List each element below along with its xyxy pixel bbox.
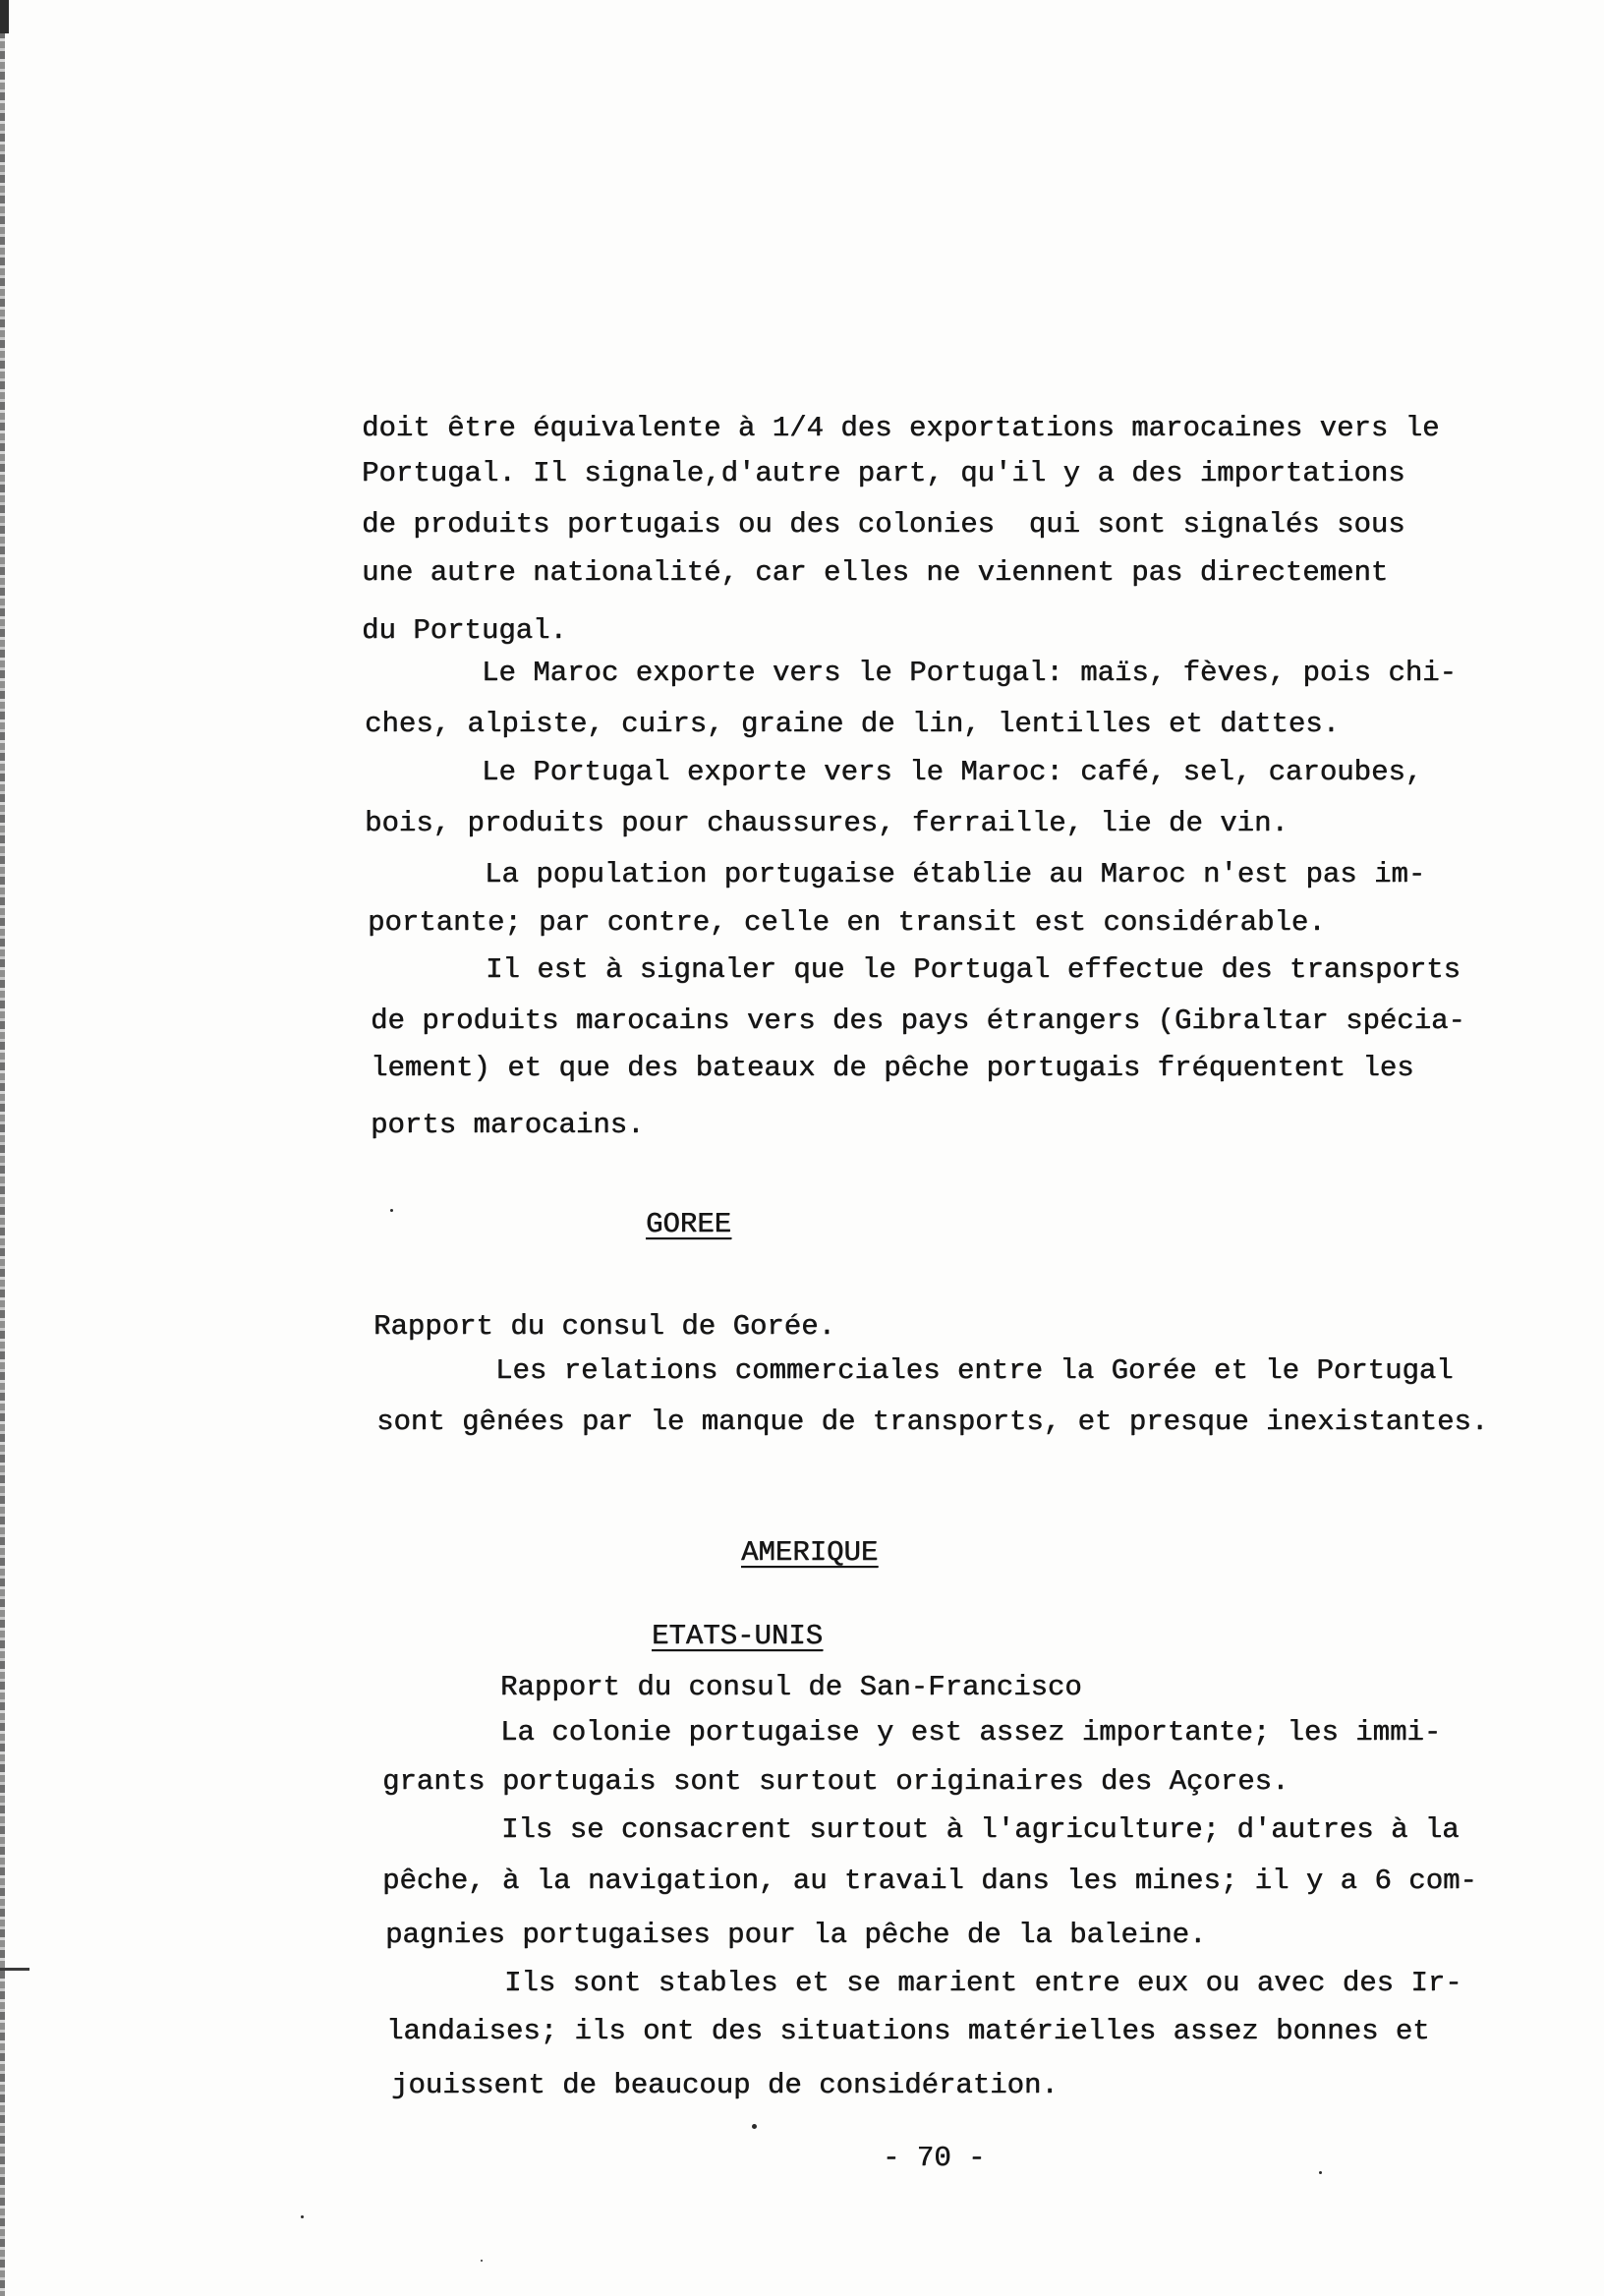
section-heading-goree: GOREE xyxy=(646,1208,732,1240)
text-line: Ils sont stables et se marient entre eux ou avec des Ir- xyxy=(504,1967,1462,1999)
scan-speck xyxy=(481,2260,483,2262)
text-line: La colonie portugaise y est assez importante; les immi- xyxy=(500,1716,1442,1749)
scan-speck xyxy=(1319,2171,1322,2174)
scan-edge-tick xyxy=(0,1968,29,1971)
text-line: La population portugaise établie au Maroc n'est pas im- xyxy=(485,858,1426,890)
text-line: du Portugal. xyxy=(362,614,567,647)
text-line: doit être équivalente à 1/4 des exportations marocaines vers le xyxy=(362,412,1440,444)
text-line: Les relations commerciales entre la Gorée et le Portugal xyxy=(495,1354,1454,1387)
scan-speck xyxy=(301,2215,304,2218)
text-line: jouissent de beaucoup de considération. xyxy=(391,2069,1059,2101)
subsection-heading-etats-unis: ETATS-UNIS xyxy=(652,1620,824,1652)
text-line: Ils se consacrent surtout à l'agriculture; d'autres à la xyxy=(501,1813,1460,1846)
text-line: pagnies portugaises pour la pêche de la baleine. xyxy=(385,1919,1207,1951)
text-line: sont gênées par le manque de transports, et presque inexistantes. xyxy=(376,1406,1489,1438)
text-line: Rapport du consul de San-Francisco xyxy=(500,1671,1082,1703)
scan-speck xyxy=(752,2124,757,2129)
text-line: Il est à signaler que le Portugal effectue des transports xyxy=(486,953,1461,986)
text-line: landaises; ils ont des situations matérielles assez bonnes et xyxy=(386,2015,1430,2047)
page-number: - 70 - xyxy=(883,2142,986,2174)
section-heading-amerique: AMERIQUE xyxy=(741,1536,879,1569)
text-line: Rapport du consul de Gorée. xyxy=(373,1310,835,1343)
text-line: Le Maroc exporte vers le Portugal: maïs, fèves, pois chi- xyxy=(482,657,1457,689)
text-line: pêche, à la navigation, au travail dans les mines; il y a 6 com- xyxy=(382,1865,1477,1897)
text-line: portante; par contre, celle en transit est considérable. xyxy=(368,906,1326,939)
text-line: Le Portugal exporte vers le Maroc: café, sel, caroubes, xyxy=(482,756,1423,788)
scan-left-edge xyxy=(0,0,5,2296)
text-line: Portugal. Il signale,d'autre part, qu'il y a des importations xyxy=(362,457,1405,489)
text-line: une autre nationalité, car elles ne viennent pas directement xyxy=(362,556,1389,589)
text-line: grants portugais sont surtout originaires des Açores. xyxy=(382,1765,1289,1798)
text-line: de produits portugais ou des colonies qui sont signalés sous xyxy=(362,508,1405,541)
text-line: lement) et que des bateaux de pêche portugais fréquentent les xyxy=(371,1052,1414,1084)
text-line: de produits marocains vers des pays étrangers (Gibraltar spécia- xyxy=(371,1004,1465,1037)
scan-speck xyxy=(390,1209,393,1212)
scan-corner-mark xyxy=(0,0,9,33)
text-line: ches, alpiste, cuirs, graine de lin, lentilles et dattes. xyxy=(365,708,1340,740)
text-line: bois, produits pour chaussures, ferraille, lie de vin. xyxy=(365,807,1289,839)
text-line: ports marocains. xyxy=(371,1109,645,1141)
